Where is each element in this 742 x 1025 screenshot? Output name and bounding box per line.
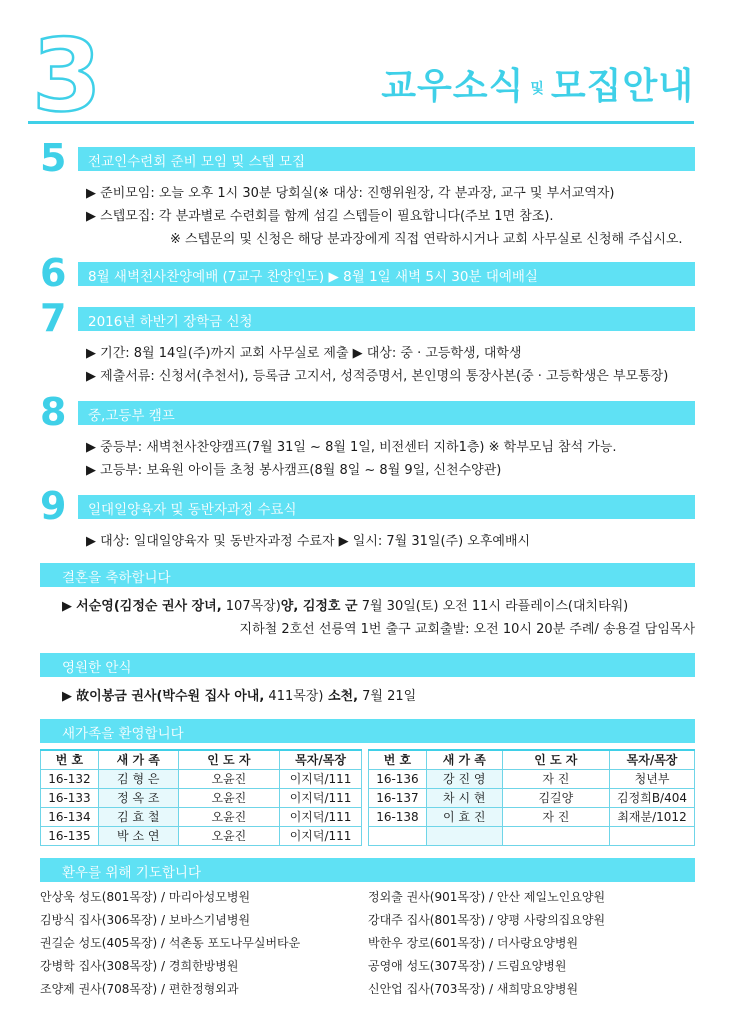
newfamily-band: 새가족을 환영합니다 [40, 719, 695, 743]
wedding-band: 결혼을 축하합니다 [40, 563, 695, 587]
list-item: 강대주 집사(801목장) / 양평 사랑의집요양원 [368, 913, 606, 927]
table-row: 16-138 이 효 진 자 진 최재분/1012 [369, 807, 695, 826]
memorial-line: ▶ 故이봉금 권사(박수원 집사 아내, 411목장) 소천, 7월 21일 [62, 689, 417, 704]
section-title: 8월 새벽천사찬양예배 (7교구 찬양인도) ▶ 8월 1일 새벽 5시 30분 대예배실 [78, 262, 695, 286]
svg-text:3: 3 [32, 28, 102, 118]
prayer-list-left [40, 886, 300, 1001]
info-line: ▶ 기간: 8월 14일(주)까지 교회 사무실로 제출 ▶ 대상: 중 · 고등학생, 대학생 [86, 346, 522, 361]
section-staff-recruit [40, 136, 695, 251]
info-line: ▶ 제출서류: 신청서(추천서), 등록금 고지서, 성적증명서, 본인명의 통장사본(중 · 고등학생은 부모통장) [86, 369, 669, 384]
section-youth-camp [40, 390, 695, 482]
table-row: 16-133 정 옥 조 오윤진 이지덕/111 [41, 788, 362, 807]
table-row: 16-137 차 시 현 김길양 김정희B/404 [369, 788, 695, 807]
list-item: 박한우 장로(601목장) / 더사랑요양병원 [368, 936, 579, 950]
list-item: 조양제 권사(708목장) / 편한정형외과 [40, 982, 239, 996]
section-number: 5 [40, 136, 67, 180]
section-number: 7 [40, 296, 67, 340]
table-row: 16-136 강 진 영 자 진 청년부 [369, 769, 695, 788]
info-line: ▶ 스텝모집: 각 분과별로 수련회를 함께 섬길 스텝들이 필요합니다(주보 1면 참조). [86, 209, 554, 224]
section-scholarship [40, 296, 695, 388]
prayer-list-right [368, 886, 605, 1001]
section-title: 중,고등부 캠프 [78, 401, 695, 425]
memorial-band: 영원한 안식 [40, 653, 695, 677]
section-number: 9 [40, 484, 67, 528]
table-row [369, 826, 695, 845]
wedding-directions: 지하철 2호선 선릉역 1번 출구 교회출발: 오전 10시 20분 주례/ 송용걸 담임목사 [239, 622, 695, 637]
section-dawn-worship [40, 251, 695, 295]
section-number: 6 [40, 251, 67, 295]
newfamily-table-left: 번 호 새 가 족 인 도 자 목자/목장 16-132 김 형 은 오윤진 이지덕/111 16-133 정 옥 조 오윤진 이지덕/111 16-134 김 효 철 오윤진 이지덕/111 16-135 박 소 연 오윤진 이지덕/111 [40, 749, 362, 846]
prayer-band: 환우를 위해 기도합니다 [40, 858, 695, 882]
table-row: 16-135 박 소 연 오윤진 이지덕/111 [41, 826, 362, 845]
info-line: ▶ 준비모임: 오늘 오후 1시 30분 당회실(※ 대상: 진행위원장, 각 분과장, 교구 및 부서교역자) [86, 186, 615, 201]
wedding-line: ▶ 서순영(김정순 권사 장녀, 107목장)양, 김정호 군 7월 30일(토) 오전 11시 라플레이스(대치타워) [62, 599, 629, 614]
newfamily-table-right: 번 호 새 가 족 인 도 자 목자/목장 16-136 강 진 영 자 진 청년부 16-137 차 시 현 김길양 김정희B/404 16-138 이 효 진 자 진 최재분/1012 [368, 749, 695, 846]
list-item: 신안업 집사(703목장) / 새희망요양병원 [368, 982, 579, 996]
info-note: ※ 스텝문의 및 신청은 해당 분과장에게 직접 연락하시거나 교회 사무실로 신청해 주십시오. [170, 232, 683, 247]
section-title: 전교인수련회 준비 모임 및 스텝 모집 [78, 147, 695, 171]
list-item: 안상욱 성도(801목장) / 마리아성모병원 [40, 890, 251, 904]
page-number-outline [30, 28, 110, 118]
section-number: 8 [40, 390, 67, 434]
list-item: 공영애 성도(307목장) / 드림요양병원 [368, 959, 567, 973]
page-title: 교우소식 및 모집안내 [381, 66, 694, 107]
list-item: 정외출 권사(901목장) / 안산 제일노인요양원 [368, 890, 606, 904]
info-line: ▶ 중등부: 새벽천사찬양캠프(7월 31일 ~ 8월 1일, 비전센터 지하1층) ※ 학부모님 참석 가능. [86, 440, 617, 455]
title-rule [28, 121, 694, 124]
section-title: 2016년 하반기 장학금 신청 [78, 307, 695, 331]
list-item: 강병학 집사(308목장) / 경희한방병원 [40, 959, 239, 973]
info-line: ▶ 고등부: 보육원 아이들 초청 봉사캠프(8월 8일 ~ 8월 9일, 신천수양관) [86, 463, 502, 478]
table-row: 16-132 김 형 은 오윤진 이지덕/111 [41, 769, 362, 788]
section-title: 일대일양육자 및 동반자과정 수료식 [78, 495, 695, 519]
info-line: ▶ 대상: 일대일양육자 및 동반자과정 수료자 ▶ 일시: 7월 31일(주) 오후예배시 [86, 534, 531, 549]
table-row: 16-134 김 효 철 오윤진 이지덕/111 [41, 807, 362, 826]
section-graduation [40, 484, 695, 553]
list-item: 권길순 성도(405목장) / 석촌동 포도나무실버타운 [40, 936, 301, 950]
list-item: 김방식 집사(306목장) / 보바스기념병원 [40, 913, 251, 927]
